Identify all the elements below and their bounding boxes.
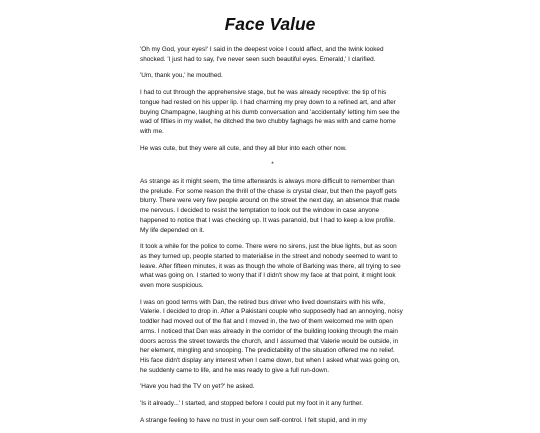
paragraph: It took a while for the police to come. There were no sirens, just the blue lights, but as soon as they turned up, people started to materialise in the street and nobody seemed to want to leave. After fifteen minutes, it was as though the whole of Barking was there, all trying to see what was going on. I started to worry that if I didn't show my face at that point, it might look even more suspicious. xyxy=(140,243,401,290)
paragraph: As strange as it might seem, the time afterwards is always more difficult to remember than the prelude. For some reason the thrill of the chase is crystal clear, but then the payoff gets blurry. There were very few people around on the street the next day, an absence that made me nervous. I decided to resist the temptation to look out the window in case anyone happened to notice that I was checking up. It was paranoid, but I had to keep a low profile. My life depended on it. xyxy=(140,178,400,234)
section-break: * xyxy=(271,161,274,169)
paragraph: I had to cut through the apprehensive stage, but he was already receptive: the tip of his tongue had rested on his upper lip. I had charming my prey down to a refined art, and after buying Champagne, laughing at his dumb conversation and 'accidentally' letting him see the wad of fifties in my wallet, he ditched the two chubby faghags he was with and came home with me. xyxy=(140,89,400,135)
paragraph: I was on good terms with Dan, the retired bus driver who lived downstairs with his wife, Valerie. I decided to drop in. After a Pakistani couple who supposedly had an annoying, noisy toddler had moved out of the flat and I moved in, the two of them welcomed me with open arms. I noticed that Dan was already in the corridor of the building looking through the main doors across the street towards the church, and I assumed that Valerie would be outside, in her element, mingling and snooping. The predictability of the situation offered me no relief. His face didn't display any interest when I came down, but when I asked what was going on, he suddenly came to life, and he was ready to give a full run-down. xyxy=(140,298,403,374)
paragraph: 'Have you had the TV on yet?' he asked. xyxy=(140,383,255,391)
story-body xyxy=(140,45,405,433)
paragraph: A strange feeling to have no trust in your own self-control. I felt stupid, and in my xyxy=(140,416,367,424)
paragraph: He was cute, but they were all cute, and they all blur into each other now. xyxy=(140,144,347,152)
paragraph: 'Is it already...' I started, and stopped before I could put my foot in it any further. xyxy=(140,400,363,408)
story-title: Face Value xyxy=(224,14,316,34)
paragraph: 'Oh my God, your eyes!' I said in the deepest voice I could affect, and the twink looked shocked. 'I just had to say, I've never seen such beautiful eyes. Emerald,' I clarified. xyxy=(140,46,384,63)
paragraph: 'Um, thank you,' he mouthed. xyxy=(140,72,223,80)
